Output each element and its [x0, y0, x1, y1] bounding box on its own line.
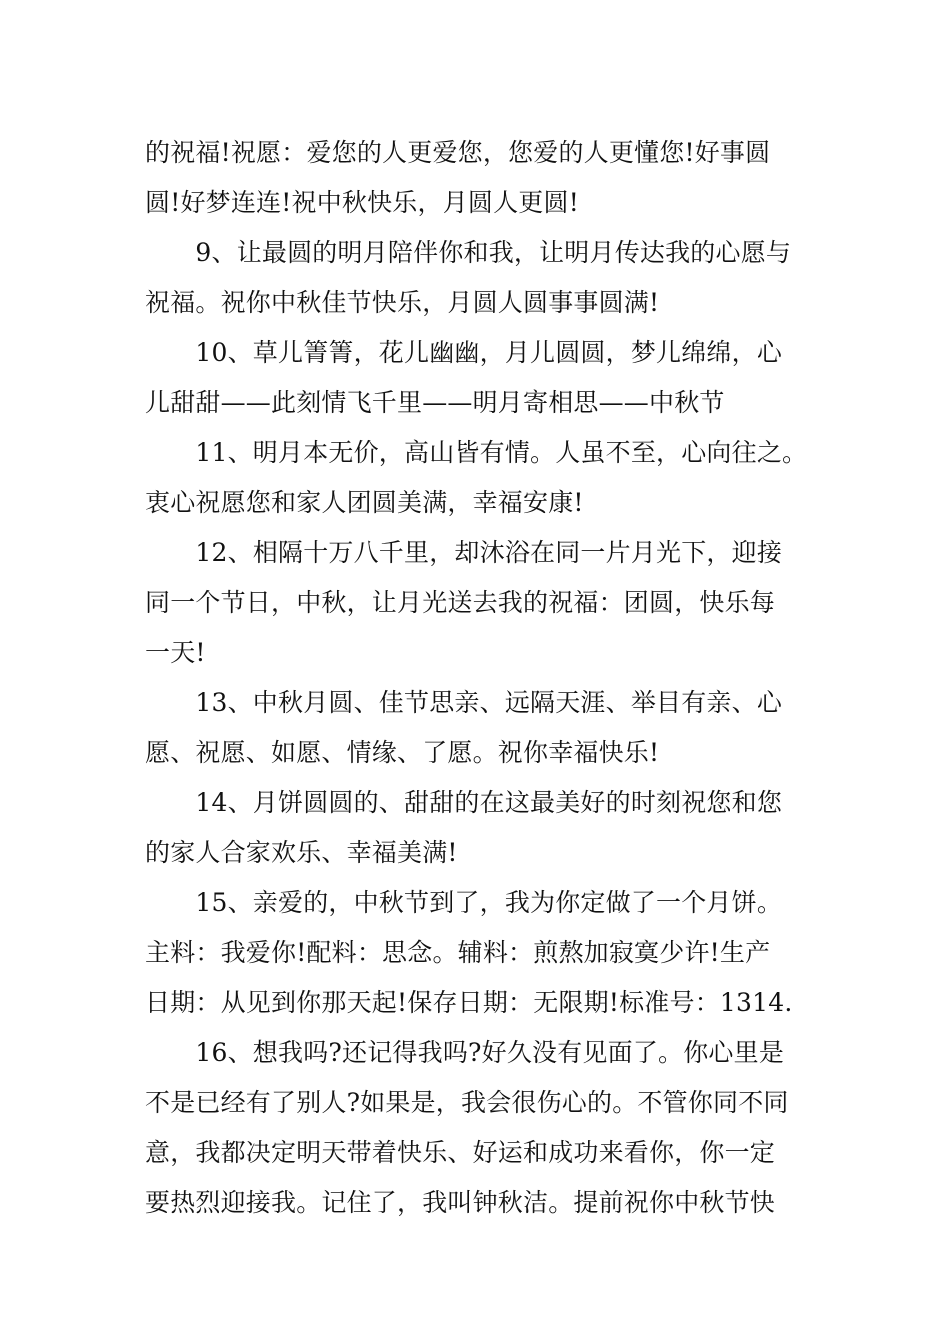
text-line: 13、中秋月圆、佳节思亲、远隔天涯、举目有亲、心 [145, 688, 783, 717]
text-line: 一天! [145, 638, 206, 667]
paragraph [145, 878, 825, 1028]
text-line: 祝福。祝你中秋佳节快乐，月圆人圆事事圆满! [145, 288, 660, 317]
paragraph [145, 1028, 825, 1228]
text-line: 主料：我爱你!配料：思念。辅料：煎熬加寂寞少许!生产 [145, 938, 771, 967]
document-body [145, 128, 825, 1228]
text-line: 圆!好梦连连!祝中秋快乐，月圆人更圆! [145, 188, 579, 217]
paragraph [145, 678, 825, 778]
text-line: 衷心祝愿您和家人团圆美满，幸福安康! [145, 488, 584, 517]
text-line: 10、草儿箐箐，花儿幽幽，月儿圆圆，梦儿绵绵，心 [145, 338, 783, 367]
paragraph [145, 228, 825, 328]
text-line: 儿甜甜——此刻情飞千里——明月寄相思——中秋节 [145, 388, 725, 417]
paragraph [145, 778, 825, 878]
text-line: 不是已经有了别人?如果是，我会很伤心的。不管你同不同 [145, 1088, 789, 1117]
paragraph [145, 328, 825, 428]
text-line: 11、明月本无价，高山皆有情。人虽不至，心向往之。 [145, 438, 808, 467]
paragraph [145, 128, 825, 228]
text-line: 日期：从见到你那天起!保存日期：无限期!标准号：1314. [145, 988, 793, 1017]
text-line: 的家人合家欢乐、幸福美满! [145, 838, 458, 867]
text-line: 12、相隔十万八千里，却沐浴在同一片月光下，迎接 [145, 538, 783, 567]
text-line: 14、月饼圆圆的、甜甜的在这最美好的时刻祝您和您 [145, 788, 783, 817]
text-line: 意，我都决定明天带着快乐、好运和成功来看你，你一定 [145, 1138, 776, 1167]
text-line: 愿、祝愿、如愿、情缘、了愿。祝你幸福快乐! [145, 738, 660, 767]
text-line: 要热烈迎接我。记住了，我叫钟秋洁。提前祝你中秋节快 [145, 1188, 776, 1217]
text-line: 16、想我吗?还记得我吗?好久没有见面了。你心里是 [145, 1038, 785, 1067]
paragraph [145, 528, 825, 678]
text-line: 15、亲爱的，中秋节到了，我为你定做了一个月饼。 [145, 888, 783, 917]
paragraph [145, 428, 825, 528]
text-line: 9、让最圆的明月陪伴你和我，让明月传达我的心愿与 [145, 238, 792, 267]
text-line: 的祝福!祝愿：爱您的人更爱您，您爱的人更懂您!好事圆 [145, 138, 771, 167]
text-line: 同一个节日，中秋，让月光送去我的祝福：团圆，快乐每 [145, 588, 776, 617]
